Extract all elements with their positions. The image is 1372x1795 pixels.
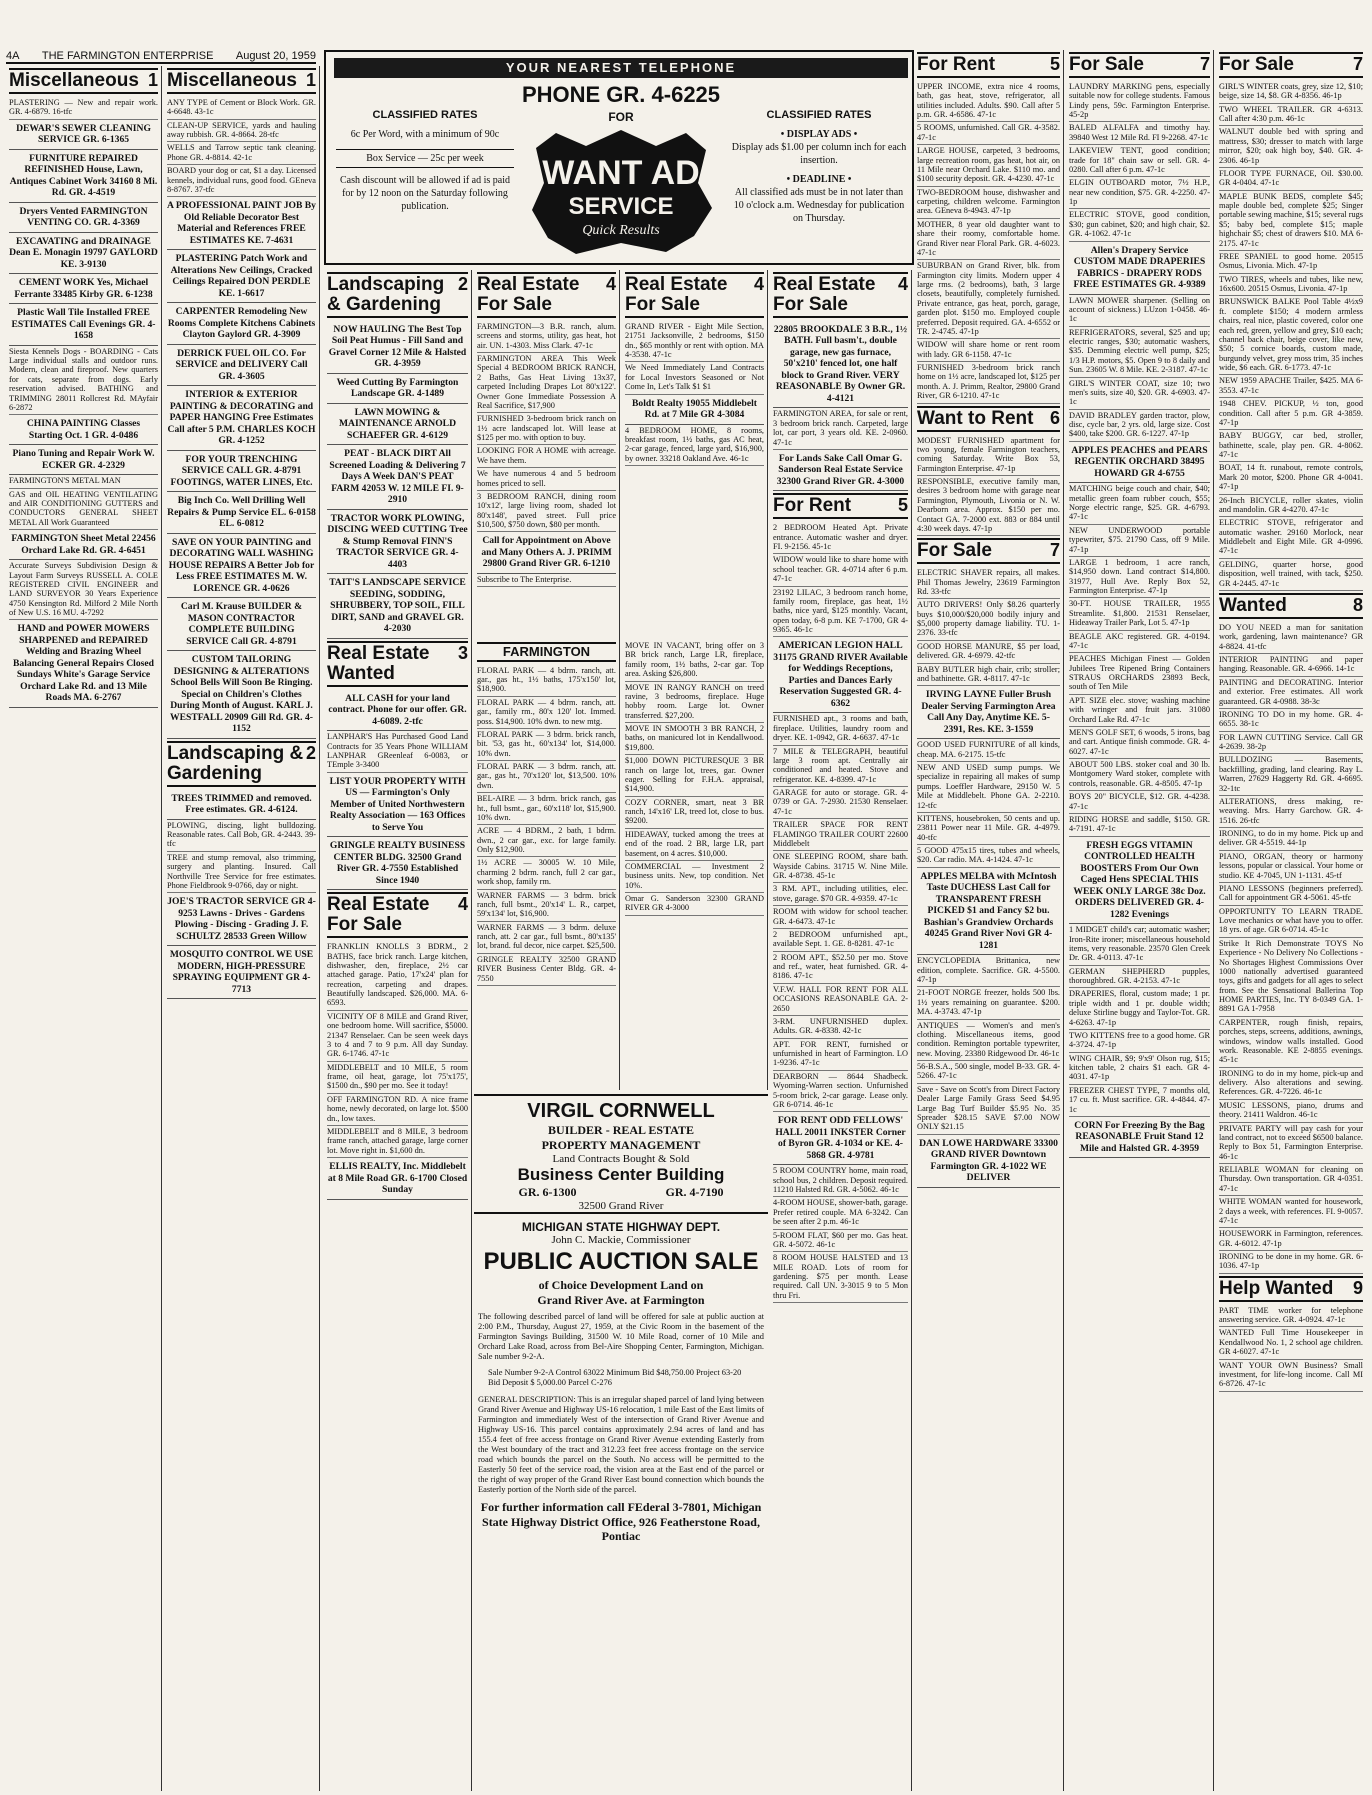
- move-in-listing: MOVE IN SMOOTH 3 BR RANCH, 2 baths, on manicured lot in Kendallwood. $19,800.: [625, 723, 764, 755]
- classified-ad: 2 BEDROOM Heated Apt. Private entrance. Automatic washer and dryer. FI. 9-2156. 45-1c: [773, 522, 908, 554]
- classified-ad: GERMAN SHEPHERD pupples, thoroughbred. GR. 4-2153. 47-1c: [1069, 966, 1210, 989]
- display-ad: Carl M. Krause BUILDER & MASON CONTRACTOR COMPLETE BUILDING SERVICE Call GR. 4-8791: [167, 598, 316, 651]
- display-ad: FOR YOUR TRENCHING SERVICE CALL GR. 4-8791 FOOTINGS, WATER LINES, Etc.: [167, 451, 316, 493]
- classified-ad: PIANO, ORGAN, theory or harmony lessons, popular or classical. Your home or studio. KE 4-7045, UN 1-1131. 45-tf: [1219, 851, 1363, 883]
- move-in-listing: COZY CORNER, smart, neat 3 BR ranch, 14'x16' LR, treed lot, close to bus. $9200.: [625, 797, 764, 829]
- classified-ad: TWO-BEDROOM house, dishwasher and carpeting, children welcome. Farmington area. GEneva 8-4943. 47-1p: [917, 187, 1060, 219]
- classified-ad: FURNISHED apt., 3 rooms and bath, fireplace. Utilities, laundry room and dryer. KE. 1-0942, GR. 4-6637. 47-1c: [773, 713, 908, 745]
- display-ad: DEWAR'S SEWER CLEANING SERVICE GR. 6-1365: [9, 120, 158, 150]
- display-ad: NOW HAULING The Best Top Soil Peat Humus - Fill Sand and Gravel Corner 12 Mile & Halsted GR. 4-3959: [327, 321, 468, 374]
- cornwell-phone: GR. 6-1300: [518, 1185, 577, 1199]
- cornwell-line: PROPERTY MANAGEMENT: [541, 1138, 701, 1152]
- classified-ad: FURNISHED 3-bedroom brick ranch on 1½ acre landscaped lot. Will lease at $125 per mo. with option to buy.: [477, 413, 616, 445]
- auction-commissioner: John C. Mackie, Commissioner: [551, 1234, 691, 1246]
- classified-ad: PAINTING and DECORATING. Interior and exterior. Free estimates. All work guaranteed. GR 4-0988. 38-3c: [1219, 677, 1363, 709]
- display-ad: APPLES MELBA with McIntosh Taste DUCHESS Last Call for TRANSPARENT FRESH PICKED $1 and Fancy $2 bu. Bashian's Grandview Orchards 40245 Grand River Novi GR 4-1281: [917, 868, 1060, 956]
- classified-ad: DEARBORN — 8644 Shadbeck. Wyoming-Warren section. Unfurnished 5-room brick, 2-car garage. Lease only. GR 6-0714. 46-1c: [773, 1071, 908, 1113]
- section-title: Landscaping & Gardening: [167, 742, 304, 784]
- auction-body: The following described parcel of land will be offered for sale at public auction at 2:00 P.M., Thursday, August 27, 1959, at the Civic Room in the basement of the Farmington Savings Building, 31500 W. 10 Mile Road, corner of 10 Mile and Orchard Lake Road, across from Bel-Aire Shopping Center, Farmington, Michigan. Sale number 9-2-A.: [478, 1312, 764, 1361]
- display-ad: LIST YOUR PROPERTY WITH US — Farmington's Only Member of United Northwestern Realty Association — 163 Offices to Serve You: [327, 773, 468, 838]
- nearest-telephone-bar: YOUR NEAREST TELEPHONE: [334, 58, 908, 78]
- classified-ad: INTERIOR PAINTING and paper hanging. Reasonable. GR. 4-6966. 14-1c: [1219, 654, 1363, 677]
- display-ad: CORN For Freezing By the Bag REASONABLE Fruit Stand 12 Mile and Halsted GR. 4-3959: [1069, 1117, 1210, 1159]
- column-farmington-listings: [474, 640, 620, 1090]
- classified-rates-left: CLASSIFIED RATES 6c Per Word, with a minimum of 90c Box Service — 25c per week Cash discount will be allowed if ad is paid for by 12 noon on the Saturday following publication.: [336, 108, 514, 213]
- display-ad: FOR RENT ODD FELLOWS' HALL 20011 INKSTER Corner of Byron GR. 4-1034 or KE. 4-5868 GR. 4-9781: [773, 1112, 908, 1165]
- page-number: 4A: [6, 50, 20, 62]
- classified-ad: We have numerous 4 and 5 bedroom homes priced to sell.: [477, 468, 616, 491]
- classified-ad: DRAPERIES, floral, custom made; 1 pr. triple width and 1 pr. double width; deluxe Stirline buggy and Taylor-Tot. GR. 4-6263. 47-1p: [1069, 988, 1210, 1030]
- classified-ad: GOOD HORSE MANURE, $5 per load, delivered. GR. 4-6979. 42-tfc: [917, 641, 1060, 664]
- classified-ad: APT. SIZE elec. stove; washing machine with wringer and fruit jars. 31080 Orchard Lake Rd. 47-1c: [1069, 695, 1210, 727]
- classified-ad: LAWN MOWER sharpener. (Selling on account of sickness.) LUzon 1-0458. 46-1c: [1069, 295, 1210, 327]
- classified-ad: WHITE WOMAN wanted for housework, 2 days a week, with references. FI. 9-0057. 47-1c: [1219, 1196, 1363, 1228]
- public-auction-ad: [474, 1218, 768, 1791]
- classified-ad: BRUNSWICK BALKE Pool Table 4½x9 ft. complete $150; 4 modern armless chairs, real nice, plastic covered, color one each red, green, yellow and grey, $10 each; channel back chair, beige cover, like new, $50; 5 cornice boards, custom made, burgundy velvet, grey moss trim, 35 inches wide, $6 each. GR. 6-1773. 47-1c: [1219, 296, 1363, 375]
- section-header: [1219, 1276, 1363, 1302]
- farmington-listing: WARNER FARMS — 3 bdrm. deluxe ranch, att. 2 car gar., full bsmt., 80'x135' lot, brand. ful decor, nice carpet. $25,500.: [477, 922, 616, 954]
- classified-ad: ROOM with widow for school teacher. GR. 4-6473. 47-1c: [773, 906, 908, 929]
- classified-ad: We Need Immediately Land Contracts for Local Investors Seasoned or Not Come In, Let's Talk $1 $1: [625, 362, 764, 394]
- classified-ad: Subscribe to The Enterprise.: [477, 574, 616, 587]
- classified-ad: 3-RM. UNFURNISHED duplex. Adults. GR. 4-8338. 42-1c: [773, 1016, 908, 1039]
- classified-ad: GOOD USED FURNITURE of all kinds, cheap. MA. 6-2175. 15-tfc: [917, 739, 1060, 762]
- classified-ad: NEW UNDERWOOD portable typewriter, $75. 21790 Cass, off 9 Mile. 47-1p: [1069, 525, 1210, 557]
- display-ad: ELLIS REALTY, Inc. Middlebelt at 8 Mile Road GR. 6-1700 Closed Sunday: [327, 1158, 468, 1200]
- section-number: 4: [897, 274, 908, 294]
- section-title: For Sale: [1069, 54, 1144, 75]
- classified-ad: MODEST FURNISHED apartment for two young, female Farmington teachers, coming Saturday. Write Box 53, Farmington Enterprise. 47-1p: [917, 435, 1060, 477]
- section-number: 1: [147, 70, 158, 90]
- display-ad: FARMINGTON Sheet Metal 22456 Orchard Lake Rd. GR. 4-6451: [9, 530, 158, 560]
- auction-description: GENERAL DESCRIPTION: This is an irregular shaped parcel of land lying between Grand River Avenue and Highway US-16 relocation, 1 mile East of the East limits of Farmington and immediately West of the intersection of Grand River Avenue and Highway US-16. This parcel contains approximately 2.94 acres of land and has 155.4 feet of free access frontage on Grand River Avenue extending Easterly from the West boundary of the tract and 312.23 feet free access frontage on the service road which bounds the parcel on the South. No access will be permitted to the Easterly 50 feet of the service road, the vision area at the East end of the parcel or the right of way proper of the Grand River East bound connection which bounds the Easterly portion of the North side of the parcel.: [478, 1395, 764, 1494]
- classified-ad: FARMINGTON'S METAL MAN: [9, 475, 158, 488]
- classified-ad: TWO WHEEL TRAILER. GR 4-6313. Call after 4:30 p.m. 46-1c: [1219, 104, 1363, 127]
- move-in-listing: Omar G. Sanderson 32300 GRAND RIVER GR 4-3000: [625, 893, 764, 916]
- classified-ad: AUTO DRIVERS! Only $8.26 quarterly buys $10,000/$20,000 bodily injury and $5,000 property damage liability. TU. 1-2376. 33-tfc: [917, 599, 1060, 641]
- display-ad: 22805 BROOKDALE 3 B.R., 1½ BATH. Full basm't., double garage, new gas furnace, 50'x210' fenced lot, one half block to Grand River. VERY REASONABLE By Owner GR. 4-4121: [773, 321, 908, 409]
- classified-ad: REFRIGERATORS, several, $25 and up; electric ranges, $30; automatic washers, $35. Demming electric well pump, $25; 1/3 H.P. motors, $5. Open 9 to 8 daily and Sun. 23605 W. 8 Mile. KE. 2-3187. 47-1c: [1069, 327, 1210, 378]
- display-ad: Weed Cutting By Farmington Landscape GR. 4-1489: [327, 374, 468, 404]
- cornwell-building: Business Center Building: [517, 1165, 725, 1184]
- section-title: Wanted: [1219, 594, 1287, 616]
- classified-ad: PART TIME worker for telephone answering service. GR. 4-0924. 47-1c: [1219, 1305, 1363, 1328]
- service-text: SERVICE: [568, 193, 674, 220]
- display-ad: PEAT - BLACK DIRT All Screened Loading & Delivering 7 Days A Week DAN'S PEAT FARM 42053 W. 12 MILE FI. 9-2910: [327, 445, 468, 510]
- classified-ad: TWO KITTENS free to a good home. GR 4-3724. 47-1p: [1069, 1030, 1210, 1053]
- classified-ad: WING CHAIR, $9; 9'x9' Olson rug, $15; kitchen table, 2 chairs $1 each. GR 4-4031. 47-1p: [1069, 1053, 1210, 1085]
- classified-ad: LARGE 1 bedroom, 1 acre ranch, $14,950 down. Land contract $14,800. 31977, Hull Ave. Reply Box 52, Farmington Enterprise. 47-1p: [1069, 557, 1210, 599]
- classified-ad: BOARD your dog or cat, $1 a day. Licensed kennels, individual runs, good food. GEneva 8-8767. 37-tfc: [167, 165, 316, 197]
- classified-ad: 5 ROOMS, unfurnished. Call GR. 4-3582. 47-1c: [917, 122, 1060, 145]
- classified-ad: FARMINGTON AREA This Week Special 4 BEDROOM BRICK RANCH, 2 Baths, Gas Heat Living 13x37, carpeted Including Drapes Lot 80'x122'. Owner Gone Immediate Possession A Real Sacrifice, $17,900: [477, 353, 616, 413]
- section-header: [1219, 593, 1363, 619]
- classified-ad: UPPER INCOME, extra nice 4 rooms, bath, gas heat, stove, refrigerator, all utilities included. Adults. $90. Call after 5 p.m. GR. 4-6586. 47-1c: [917, 81, 1060, 123]
- section-number: 4: [457, 894, 468, 915]
- classified-ad: ANY TYPE of Cement or Block Work. GR. 4-6648. 43-1c: [167, 97, 316, 120]
- classified-ad: ELECTRIC SHAVER repairs, all makes. Phil Thomas Jewelry, 23619 Farmington Rd. 33-tfc: [917, 567, 1060, 599]
- display-ad: APPLES PEACHES and PEARS REGENTIK ORCHARD 38495 HOWARD GR 4-6755: [1069, 442, 1210, 484]
- section-title: Miscellaneous: [167, 70, 297, 91]
- section-header: [917, 52, 1060, 78]
- display-ad: Call for Appointment on Above and Many Others A. J. PRIMM 29800 Grand River GR. 6-1210: [477, 532, 616, 574]
- cornwell-ad: [474, 1094, 768, 1214]
- classified-ad: ELGIN OUTBOARD motor, 7½ H.P., near new condition, $75. GR. 4-2250. 47-1p: [1069, 177, 1210, 209]
- column-real-estate-a: [474, 270, 620, 640]
- column-real-estate-b: [622, 270, 768, 640]
- auction-sale-details: Sale Number 9-2-A Control 63022 Minimum Bid $48,750.00 Project 63-20 Bid Deposit $ 5,000.00 Parcel C-276: [488, 1367, 742, 1388]
- classified-ad: LARGE HOUSE, carpeted, 3 bedrooms, large recreation room, gas heat, hot air, on 11 Mile near Orchard Lake. $110 mo. and $100 security deposit. GR. 4-4230. 47-1c: [917, 145, 1060, 187]
- classified-ad: GIRL'S WINTER COAT, size 10; two men's suits, size 40, $20. GR. 4-6903. 47-1c: [1069, 378, 1210, 410]
- classified-ad: 21-FOOT NORGE freezer, holds 500 lbs. 1½ years remaining on guarantee. $200. MA. 4-3743. 47-1p: [917, 987, 1060, 1019]
- classified-ad: BABY BUTLER high chair, crib; stroller; and bathinette. GR. 4-8117. 47-1c: [917, 664, 1060, 687]
- display-ad: IRVING LAYNE Fuller Brush Dealer Serving Farmington Area Call Any Day, Anytime KE. 5-2391, Res. KE. 3-1559: [917, 686, 1060, 739]
- classified-ad: MATCHING beige couch and chair, $40; metallic green foam rubber couch, $55; Norge electric range, $25. GR. 4-6793. 47-1c: [1069, 483, 1210, 525]
- classified-ad: MIDDLEBELT and 8 MILE, 3 bedroom frame ranch, attached garage, large corner lot. Move right in. $1,600 dn.: [327, 1126, 468, 1158]
- display-ad: Allen's Drapery Service CUSTOM MADE DRAPERIES FABRICS - DRAPERY RODS FREE ESTIMATES GR. 4-9389: [1069, 242, 1210, 295]
- classified-ad: GARAGE for auto or storage. GR. 4-0739 or GA. 7-2930. 21530 Renselaer. 47-1c: [773, 787, 908, 819]
- section-title: Real Estate For Sale: [327, 894, 430, 936]
- classified-ad: 3 RM. APT., including utilities, elec. stove, garage. $70 GR. 4-9359. 47-1c: [773, 883, 908, 906]
- banner-phone: PHONE GR. 4-6225: [521, 82, 721, 107]
- section-number: 4: [605, 274, 616, 294]
- classified-ad: NEW AND USED sump pumps. We specialize in repairing all makes of sump pumps. Loeffler Hardware, 29150 W. 5 Mile at Middlebelt. Phone GA. 2-2210. 12-tfc: [917, 762, 1060, 813]
- classified-ad: 2 ROOM APT., $52.50 per mo. Stove and ref., water, heat furnished. GR. 4-8186. 47-1c: [773, 952, 908, 984]
- section-title: For Rent: [773, 495, 852, 517]
- section-header: [327, 641, 468, 687]
- classified-ad: 5 GOOD 475x15 tires, tubes and wheels, $20. Car radio. MA. 4-1424. 47-1c: [917, 845, 1060, 868]
- display-ad: TAIT'S LANDSCAPE SERVICE SEEDING, SODDING, SHRUBBERY, TOP SOIL, FILL DIRT, SAND and GRAVEL GR. 4-2030: [327, 574, 468, 639]
- classified-ad: FOR LAWN CUTTING Service. Call GR 4-2639. 38-2p: [1219, 732, 1363, 755]
- classified-ad: Siesta Kennels Dogs - BOARDING - Cats Large individual stalls and outdoor runs. Modern, clean and fireproof. New quarters for cats, separate from dogs. Early reservation advised. BATHING and TRIMMING 28011 Rollcrest Rd. MAyfair 6-2872: [9, 346, 158, 416]
- section-title: Real Estate For Sale: [773, 274, 876, 315]
- paper-name: THE FARMINGTON ENTERPRISE: [41, 50, 214, 62]
- classified-ad: TREE and stump removal, also trimming, surgery and planting. Insured. Call Northville Tree Service for free estimates. Phone Fieldbrook 9-0766, day or night.: [167, 852, 316, 894]
- classified-ad: LAKEVIEW TENT, good condition; trade for 18" chain saw or sell. GR. 4-0280. Call after 6 p.m. 47-1c: [1069, 145, 1210, 177]
- classified-ad: 8 ROOM HOUSE HALSTED and 13 MILE ROAD. Lots of room for gardening. $75 per month. Lease required. Call UN. 3-3015 9 to 5 Mon thru Fri.: [773, 1252, 908, 1303]
- classified-ad: IRONING to be done in my home. GR. 6-1036. 47-1p: [1219, 1251, 1363, 1274]
- classified-ad: BOYS 20" BICYCLE, $12. GR. 4-4238. 47-1c: [1069, 791, 1210, 814]
- display-ad: A PROFESSIONAL PAINT JOB By Old Reliable Decorator Best Material and References FREE ESTIMATES KE. 7-4631: [167, 197, 316, 250]
- column-for-sale-a: [1066, 50, 1214, 1791]
- section-title: Help Wanted: [1219, 1277, 1334, 1299]
- newspaper-page: [6, 4, 1366, 1791]
- display-ad: Dryers Vented FARMINGTON VENTING CO. GR. 4-3369: [9, 203, 158, 233]
- display-ad: SAVE ON YOUR PAINTING and DECORATING WALL WASHING HOUSE REPAIRS A Better Job for Less FREE ESTIMATES M. W. LORENCE GR. 4-0626: [167, 534, 316, 599]
- section-title: Want to Rent: [917, 407, 1034, 429]
- classified-ad: MOTHER, 8 year old daughter want to share their roomy, comfortable home. Grand River near Floral Park. GR. 4-6023. 47-1c: [917, 219, 1060, 261]
- cornwell-phones: [474, 1185, 768, 1200]
- classified-ad: 1 MIDGET child's car; automatic washer; Iron-Rite ironer; miscellaneous household items, very reasonable. 23570 Glen Creek Dr. GR. 4-0113. 47-1c: [1069, 924, 1210, 966]
- move-in-listing: $1,000 DOWN PICTURESQUE 3 BR ranch on large lot, trees, gar. Owner eager. Selling for F.H.A. appraisal, $14,900.: [625, 755, 764, 797]
- farmington-header: FARMINGTON: [477, 642, 616, 662]
- quick-results-text: Quick Results: [582, 223, 660, 238]
- section-title: For Sale: [917, 540, 992, 562]
- classified-ad: RIDING HORSE and saddle, $150. GR. 4-7191. 47-1c: [1069, 814, 1210, 837]
- display-ad: HAND and POWER MOWERS SHARPENED and REPAIRED Welding and Brazing Wheel Balancing General Repairs Closed Sundays White's Garage Service Orchard Lake Rd. and 13 Mile Roads MA. 6-2767: [9, 620, 158, 708]
- section-number: 3: [457, 642, 468, 663]
- farmington-listing: FLORAL PARK — 3 bdrm. ranch, att. gar., gas ht., 70'x120' lot, $13,500. 10% dwn.: [477, 761, 616, 793]
- classified-ad: IRONING TO DO in my home. GR. 4-6655. 38-1c: [1219, 709, 1363, 732]
- classified-ad: 7 MILE & TELEGRAPH, beautiful large 3 room apt. Centrally air conditioned and heated. Stove and refrigerator. KE. 4-8399. 47-1c: [773, 746, 908, 788]
- column-move-in-listings: [622, 640, 768, 1090]
- section-number: 7: [1199, 54, 1210, 74]
- classified-ad: CLEAN-UP SERVICE, yards and hauling away rubbish. GR. 4-8664. 28-tfc: [167, 120, 316, 143]
- display-ad: TRACTOR WORK PLOWING, DISCING WEED CUTTING Tree & Stump Removal FINN'S TRACTOR SERVICE GR. 4-4403: [327, 510, 468, 575]
- column-for-rent: [914, 50, 1064, 1791]
- move-in-listing: COMMERCIAL — Investment 2 business units. New, top condition. Net 10%.: [625, 861, 764, 893]
- classified-ad: OPPORTUNITY TO LEARN TRADE. Love mechanics or what have you to offer. 18 yrs. of age. GR 6-0714. 45-1c: [1219, 906, 1363, 938]
- display-ad: TREES TRIMMED and removed. Free estimates. GR. 4-6124.: [167, 790, 316, 820]
- classified-ad: 26-Inch BICYCLE, roller skates, violin and mandolin. GR 4-4270. 47-1c: [1219, 495, 1363, 518]
- farmington-listing: FLORAL PARK — 3 bdrm. brick ranch, bit. '53, gas ht., 60'x134' lot, $14,000. 10% dwn.: [477, 729, 616, 761]
- classified-ad: FURNISHED 3-bedroom brick ranch home on 1½ acre, landscaped lot, $125 per month. A. J. Primm, Realtor, 29800 Grand River, GR 6-1210. 47-1c: [917, 362, 1060, 404]
- classified-ad: FARMINGTON AREA, for sale or rent, 3 bedroom brick ranch. Carpeted, large lot, car port, 3 years old. KE. 2-0960. 47-1c: [773, 408, 908, 450]
- section-number: 7: [1049, 540, 1060, 561]
- classified-ad: BALED ALFALFA and timothy hay. 39840 West 12 Mile Rd. FI 9-2268. 47-1c: [1069, 122, 1210, 145]
- classified-ad: RESPONSIBLE, executive family man, desires 3 bedroom home with garage near Farmington, Plymouth, Livonia or N. W. Dearborn area. Approx. $150 per mo. Contact GA. 7-2000 ext. 883 or 884 until 4:30 week days. 47-1p: [917, 476, 1060, 536]
- column-landscaping: [324, 270, 472, 1791]
- display-ad: FRESH EGGS VITAMIN CONTROLLED HEALTH BOOSTERS From Our Own Caged Hens SPECIAL THIS WEEK ONLY LARGE 38c Doz. ORDERS DELIVERED GR. 4-1282 Evenings: [1069, 837, 1210, 925]
- section-number: 6: [1049, 407, 1060, 428]
- classified-ad: LAUNDRY MARKING pens, especially suitable now for college students. Famous Lindy pens, 59c. Farmington Enterprise. 45-2p: [1069, 81, 1210, 123]
- classified-ad: ELECTRIC STOVE, good condition, $30; gun cabinet, $20; and high chair, $2. GR. 4-1062. 47-1c: [1069, 209, 1210, 241]
- section-title: Landscaping & Gardening: [327, 274, 445, 315]
- section-title: Real Estate Wanted: [327, 642, 430, 684]
- classified-ad: RELIABLE WOMAN for cleaning on Thursday. Own transportation. GR 4-0351. 47-1c: [1219, 1164, 1363, 1196]
- classified-ad: IRONING to do in my home, pick-up and delivery. Also alterations and sewing. References. GR. 4-7226. 46-1c: [1219, 1068, 1363, 1100]
- classified-ad: HOUSEWORK in Farmington, references. GR. 4-6012. 47-1p: [1219, 1228, 1363, 1251]
- classified-ad: FLOOR TYPE FURNACE, Oil. $30.00. GR 4-0404. 47-1c: [1219, 168, 1363, 191]
- classified-ad: MEN'S GOLF SET, 6 woods, 5 irons, bag and cart. Antique finish commode. GR. 4-6027. 47-1c: [1069, 727, 1210, 759]
- cornwell-line: Land Contracts Bought & Sold: [552, 1153, 690, 1165]
- display-ad: DERRICK FUEL OIL CO. For SERVICE and DELIVERY Call GR. 4-3605: [167, 345, 316, 387]
- section-header: [477, 272, 616, 318]
- move-in-listing: MOVE IN RANGY RANCH on treed ravine, 3 bedrooms, fireplace. Huge hobby room. Large lot. Owner transferred. $27,200.: [625, 682, 764, 724]
- classified-ad: 5-ROOM FLAT, $60 per mo. Gas heat. GR. 4-5072. 46-1c: [773, 1230, 908, 1253]
- classified-ad: GRAND RIVER - Eight Mile Section, 21751 Jacksonville, 2 bedrooms, $150 dn., $65 monthly or rent with option. MA 4-3538. 47-1c: [625, 321, 764, 363]
- display-ad: Piano Tuning and Repair Work W. ECKER GR. 4-2329: [9, 445, 158, 475]
- classified-ad: GAS and OIL HEATING VENTILATING and AIR CONDITIONING GUTTERS and CONDUCTORS GENERAL SHEET METAL All Work Guaranteed: [9, 489, 158, 531]
- classified-ad: PRIVATE PARTY will pay cash for your land contract, not to exceed $6500 balance. Reply to Box 51, Farmington Enterprise. 46-1c: [1219, 1123, 1363, 1165]
- farmington-listing: FLORAL PARK — 4 bdrm. ranch, att. gar., family rm., 80'x 120' lot. Immed. poss. $14,900. 10% dwn. to new mtg.: [477, 697, 616, 729]
- column-real-estate-c: [770, 270, 912, 1791]
- classified-ad: WIDOW will share home or rent room with lady. GR 6-1158. 47-1c: [917, 339, 1060, 362]
- section-number: 5: [1049, 54, 1060, 74]
- classified-ad: MUSIC LESSONS, piano, drums and theory. 21411 Waldron. 46-1c: [1219, 1100, 1363, 1123]
- display-ad: ALL CASH for your land contract. Phone for our offer. GR. 4-6089. 2-tfc: [327, 690, 468, 732]
- section-number: 2: [457, 274, 468, 294]
- classified-ad: FREE SPANIEL to good home. 20515 Osmus, Livonia. Mich. 47-1p: [1219, 251, 1363, 274]
- classified-ad: DAVID BRADLEY garden tractor, plow, disc, cycle bar, 2 yrs. old, large size. Cost $400, take $200. GR. 6-1227. 47-1p: [1069, 410, 1210, 442]
- column-miscellaneous-1: [6, 66, 162, 1791]
- classified-ad: WALNUT double bed with spring and mattress, $30; dresser to match with large mirror, $20; oak high boy, $40. GR. 4-2306. 46-1p: [1219, 126, 1363, 168]
- farmington-listing: 1½ ACRE — 30005 W. 10 Mile, charming 2 bdrm. ranch, full 2 car gar., work shop, family rm.: [477, 857, 616, 889]
- section-number: 2: [305, 742, 316, 763]
- section-header: [773, 493, 908, 519]
- classified-ad: Save - Save on Scott's from Direct Factory Dealer Large Family Grass Seed $4.95 Large Bag Turf Builder $5.95 No. 35 Spreader $28.15 SAVE $7.00 NOW ONLY $21.15: [917, 1084, 1060, 1135]
- want-ad-text: WANT AD: [542, 154, 700, 192]
- move-in-listing: MOVE IN VACANT, bring offer on 3 BR brick ranch, Large LR, fireplace, family room, 1½ baths, 2-car gar. Top area. Asking $26,800.: [625, 640, 764, 682]
- classified-ad: ALTERATIONS, dress making, re-weaving. Mrs. Harry Garchow. GR. 4-1516. 26-tfc: [1219, 796, 1363, 828]
- section-header: [327, 892, 468, 938]
- masthead: [6, 50, 316, 64]
- section-number: 9: [1352, 1277, 1363, 1298]
- want-ad-service-logo: [526, 128, 716, 258]
- cornwell-address: 32500 Grand River: [578, 1200, 664, 1212]
- farmington-listing: GRINGLE REALTY 32500 GRAND RIVER Business Center Bldg. GR. 4-7550: [477, 954, 616, 986]
- column-for-sale-b: [1216, 50, 1366, 1791]
- classified-ad: LANPHAR'S Has Purchased Good Land Contracts for 35 Years Phone WILLIAM LANPHAR GReenleaf 6-0083, or TEmple 3-3400: [327, 731, 468, 773]
- display-ad: CUSTOM TAILORING DESIGNING & ALTERATIONS School Bells Will Soon Be Ringing. Special on Children's Clothes During Month of August. KARL J. WESTFALL 20909 Gill Rd. GR. 4-1152: [167, 651, 316, 739]
- auction-dept: MICHIGAN STATE HIGHWAY DEPT.: [521, 1220, 721, 1234]
- auction-info: For further information call FEderal 3-7801, Michigan State Highway District Office, 926 Featherstone Road, Pontiac: [480, 1500, 762, 1544]
- classified-ad: MAPLE BUNK BEDS, complete $45; maple double bed, complete $25; Singer portable sewing machine, $15; several rugs $5; baby bed, complete $15; maple highchair $5; chest of drawers $10. MA 6-2175. 47-1c: [1219, 191, 1363, 251]
- farmington-listing: ACRE — 4 BDRM., 2 bath, 1 bdrm. dwn., 2 car gar., exc. for large family. Only $12,900.: [477, 825, 616, 857]
- classified-ad: PLOWING, discing, light bulldozing. Reasonable rates. Call Bob, GR. 4-2443. 39-tfc: [167, 820, 316, 852]
- classified-ad: ELECTRIC STOVE, refrigerator and automatic washer. 29160 Morlock, near Middlebelt and Eight Mile. GR 4-0996. 47-1c: [1219, 517, 1363, 559]
- classified-ad: 1948 CHEV. PICKUP, ½ ton, good condition. Call after 5 p.m. GR 4-3859. 47-1p: [1219, 398, 1363, 430]
- cornwell-line: BUILDER - REAL ESTATE: [548, 1123, 694, 1137]
- section-title: Real Estate For Sale: [477, 274, 580, 315]
- classified-ad: VICINITY OF 8 MILE and Grand River, one bedroom home. Will sacrifice, $5000. 21347 Renselaer. Can be seen week days 3 to 4 and 7 to 9 p.m. All day Sunday. GR. 6-1746. 47-1c: [327, 1011, 468, 1062]
- section-title: For Rent: [917, 54, 996, 75]
- farmington-listing: BEL-AIRE — 3 bdrm. brick ranch, gas ht., full bsmt., gar., 60'x118' lot, $15,900. 10% dwn.: [477, 793, 616, 825]
- display-ad: MOSQUITO CONTROL WE USE MODERN, HIGH-PRESSURE SPRAYING EQUIPMENT GR 4-7713: [167, 946, 316, 999]
- classified-ad: 56-B.S.A., 500 single, model B-33. GR. 4-5266. 47-1c: [917, 1061, 1060, 1084]
- section-title: Real Estate For Sale: [625, 274, 728, 315]
- classified-ad: LOOKING FOR A HOME with acreage. We have them.: [477, 445, 616, 468]
- classified-ad: ABOUT 500 LBS. stoker coal and 30 lb. Montgomery Ward stoker, complete with controls, reasonable. GR. 4-8505. 47-1p: [1069, 759, 1210, 791]
- section-number: 5: [897, 495, 908, 516]
- want-ad-banner: [324, 50, 914, 265]
- classified-ad: CARPENTER, rough finish, repairs, porches, steps, screens, additions, awnings, windows, window walls installed. Good work. Reasonable. KE 2-8855 evenings. 45-1c: [1219, 1017, 1363, 1068]
- classified-ad: WANT YOUR OWN Business? Small investment, for life-long income. Call MI 6-8726. 47-1c: [1219, 1360, 1363, 1392]
- classified-ad: KITTENS, housebroken, 50 cents and up. 23811 Power near 11 Mile. GR. 4-4979. 40-tfc: [917, 813, 1060, 845]
- display-ad: Big Inch Co. Well Drilling Well Repairs & Pump Service EL. 6-0158 EL. 6-0812: [167, 492, 316, 534]
- classified-ad: Strike It Rich Demonstrate TOYS No Experience - No Delivery No Collections - No Shortages Highest Commissions Over 1000 nationally advertised guaranteed toys, gifts and gadgets for all ages to select from. See the Sensational Ballerina Top HOME PARTIES, Inc. TY 8-0349 GA. 1-8891 GA 1-7958: [1219, 938, 1363, 1017]
- classified-ad: DO YOU NEED a man for sanitation work, gardening, lawn maintenance? GR 4-8824. 41-tfc: [1219, 622, 1363, 654]
- classified-ad: MIDDLEBELT and 10 MILE, 5 room frame, oil heat, garage, lot 75'x175', $1500 dn., $90 per mo. See it today!: [327, 1062, 468, 1094]
- cornwell-phone: GR. 4-7190: [665, 1185, 724, 1199]
- classified-ad: BOAT, 14 ft. runabout, remote controls, Mark 20 motor, $200. Phone GR 4-0041. 47-1p: [1219, 462, 1363, 494]
- classified-ad: GIRL'S WINTER coats, grey, size 12, $10; beige, size 14, $8. GR 4-8356. 46-1p: [1219, 81, 1363, 104]
- classified-ad: IRONING, to do in my home. Pick up and deliver. GR 4-5519. 44-1p: [1219, 828, 1363, 851]
- farmington-listing: WARNER FARMS — 3 bdrm. brick ranch, full bsmt., 20'x14' L. R., carpet, 59'x134' lot, $16,900.: [477, 890, 616, 922]
- display-ad: GRINGLE REALTY BUSINESS CENTER BLDG. 32500 Grand River GR. 4-7550 Established Since 1940: [327, 837, 468, 890]
- display-ad: Boldt Realty 19055 Middlebelt Rd. at 7 Mile GR 4-3084: [625, 395, 764, 425]
- classified-ad: TWO TIRES, wheels and tubes, like new, 16x600. 20515 Osmus, Livonia. 47-1p: [1219, 274, 1363, 297]
- classified-ad: ONE SLEEPING ROOM, share bath. Wayside Cabins. 31715 W. Nine Mile. GR. 4-8738. 45-1c: [773, 851, 908, 883]
- section-number: 7: [1352, 54, 1363, 74]
- classified-ad: ENCYCLOPEDIA Brittanica, new edition, complete. Sacrifice. GR. 4-5500. 47-1p: [917, 955, 1060, 987]
- section-number: 1: [305, 70, 316, 90]
- auction-sub: of Choice Development Land on: [538, 1278, 704, 1292]
- classified-ad: 23192 LILAC, 3 bedroom ranch home, family room, fireplace, gas heat, 1½ baths, nice yard, $125 monthly. Vacant, open today, 6-8 p.m. KE 7-1700, GR 4-9365. 46-1c: [773, 587, 908, 638]
- classified-ad: BEAGLE AKC registered. GR. 4-0194. 47-1c: [1069, 631, 1210, 654]
- classified-ad: 4 BEDROOM HOME, 8 rooms, breakfast room, 1½ baths, gas AC heat, 2-car garage, fenced, large yard, $16,900, by owner. 33218 Oakland Ave. 46-1c: [625, 425, 764, 467]
- display-ad: For Lands Sake Call Omar G. Sanderson Real Estate Service 32300 Grand River GR. 4-3000: [773, 450, 908, 492]
- banner-for: FOR: [608, 110, 634, 124]
- classified-ad: FREEZER CHEST TYPE, 7 months old, 17 cu. ft. Must sacrifice. GR. 4-4844. 47-1c: [1069, 1085, 1210, 1117]
- classified-ad: NEW 1959 APACHE Trailer, $425. MA 6-3553. 47-1c: [1219, 375, 1363, 398]
- classified-ad: 30-FT. HOUSE TRAILER, 1955 Streamlite. $1,800. 21531 Renselaer, Hideaway Trailer Park, Lot 5. 47-1p: [1069, 598, 1210, 630]
- display-ad: DAN LOWE HARDWARE 33300 GRAND RIVER Downtown Farmington GR. 4-1022 WE DELIVER: [917, 1135, 1060, 1188]
- auction-title: PUBLIC AUCTION SALE: [483, 1248, 759, 1275]
- classified-ad: SUBURBAN on Grand River, blk. from Farmington city limits. Modern upper 4 large rms. (2 bedrooms), bath, 3 large closets, beautifully, completely furnished. Private entrance, gas heat, porch, garage, garden plot. $150 mo. Employed couple preferred. Deposit required. GA. 4-6552 or TR. 2-4745. 47-1p: [917, 260, 1060, 339]
- classified-ad: PEACHES Michigan Finest — Golden Jubilees Tree Ripened Bring Containers STRAUS ORCHARDS 23893 Beck, south of Ten Mile: [1069, 653, 1210, 695]
- section-header: [917, 406, 1060, 432]
- classified-ad: TRAILER SPACE FOR RENT FLAMINGO TRAILER COURT 22600 Middlebelt: [773, 819, 908, 851]
- classified-ad: FARMINGTON—3 B.R. ranch, alum. screens and storms, utility, gas heat, hot air. UN. 1-4303. Miss Clark. 47-1c: [477, 321, 616, 353]
- section-number: 4: [753, 274, 764, 294]
- classified-ad: ANTIQUES — Women's and men's clothing. Miscellaneous items, good condition. Remington portable typewriter, new. Moving. 23380 Ridgewood Dr. 46-1c: [917, 1020, 1060, 1062]
- display-ad: INTERIOR & EXTERIOR PAINTING & DECORATING and PAPER HANGING Free Estimates Call after 5 P.M. CHARLES KOCH GR. 4-1252: [167, 386, 316, 451]
- classified-ad: OFF FARMINGTON RD. A nice frame home, newly decorated, on large lot. $500 dn., low taxes.: [327, 1094, 468, 1126]
- section-header: [167, 68, 316, 94]
- classified-ad: PIANO LESSONS (beginners preferred). Call for appointment GR 4-5061. 45-tfc: [1219, 883, 1363, 906]
- section-header: [625, 272, 764, 318]
- display-ad: CEMENT WORK Yes, Michael Ferrante 33485 Kirby GR. 6-1238: [9, 274, 158, 304]
- section-header: [1069, 52, 1210, 78]
- classified-ad: WIDOW would like to share home with school teacher. GR. 4-0714 after 6 p.m. 47-1c: [773, 554, 908, 586]
- display-ad: CHINA PAINTING Classes Starting Oct. 1 GR. 4-0486: [9, 415, 158, 445]
- section-number: 8: [1352, 594, 1363, 615]
- classified-ad: FRANKLIN KNOLLS 3 BDRM., 2 BATHS, face brick ranch. Large kitchen, dishwasher, den, fireplace, 2½ car attached garage. Patio, 17'x24' plan for recreation, carpeting and drapes. Beautifully landscaped. $26,000. MA. 6-6593.: [327, 941, 468, 1011]
- classified-ad: PLASTERING — New and repair work. GR. 4-6879. 16-tfc: [9, 97, 158, 120]
- cornwell-title: VIRGIL CORNWELL: [527, 1100, 715, 1122]
- classified-ad: 4-ROOM HOUSE, shower-bath, garage. Prefer retired couple. MA 6-3242. Can be seen after 2 p.m. 46-1c: [773, 1197, 908, 1229]
- section-header: [167, 741, 316, 787]
- classified-ad: WELLS and Tarrow septic tank cleaning. Phone GR. 4-8814. 42-1c: [167, 142, 316, 165]
- column-miscellaneous-2: [164, 66, 320, 1791]
- classified-ad: GELDING, quarter horse, good disposition, well trained, with tack, $250. GR 4-2445. 47-1c: [1219, 559, 1363, 591]
- section-title: Miscellaneous: [9, 70, 139, 91]
- classified-ad: BABY BUGGY, car bed, stroller, bathinette, scale, play pen. GR. 4-8062. 47-1c: [1219, 430, 1363, 462]
- farmington-listing: FLORAL PARK — 4 bdrm. ranch, att. gar., gas ht., 1½ baths, 175'x150' lot, $18,900.: [477, 665, 616, 697]
- classified-ad: 2 BEDROOM unfurnished apt., available Sept. 1. GE. 8-8281. 47-1c: [773, 929, 908, 952]
- auction-sub: Grand River Ave. at Farmington: [537, 1293, 705, 1307]
- display-ad: Plastic Wall Tile Installed FREE ESTIMATES Call Evenings GR. 4-1658: [9, 304, 158, 346]
- issue-date: August 20, 1959: [235, 50, 316, 62]
- move-in-listing: HIDEAWAY, tucked among the trees at end of the road. 2 BR, large LR, part basement, on 4 acres. $10,000.: [625, 829, 764, 861]
- section-header: [917, 538, 1060, 564]
- display-ad: JOE'S TRACTOR SERVICE GR 4-9253 Lawns - Drives - Gardens Plowing - Discing - Grading J. F. SCHULTZ 28533 Green Willow: [167, 893, 316, 946]
- display-ad: AMERICAN LEGION HALL 31175 GRAND RIVER Available for Weddings Receptions, Parties and Dances Early Reservation Suggested GR. 4-6362: [773, 637, 908, 713]
- display-ad: LAWN MOWING & MAINTENANCE ARNOLD SCHAEFER GR. 4-6129: [327, 404, 468, 446]
- display-ad: EXCAVATING and DRAINAGE Dean E. Monagin 19797 GAYLORD KE. 3-9130: [9, 233, 158, 275]
- display-ad: CARPENTER Remodeling New Rooms Complete Kitchens Cabinets Clayton Gaylord GR. 4-3909: [167, 303, 316, 345]
- section-header: [327, 272, 468, 318]
- classified-rates-right: CLASSIFIED RATES • DISPLAY ADS • Display ads $1.00 per column inch for each insertion. • DEADLINE • All classified ads must be in not later than 10 o'clock a.m. Wednesday for publication on Thursday.: [731, 109, 907, 225]
- classified-ad: WANTED Full Time Housekeeper in Kendallwood No. 1, 2 school age children. GR 4-6027. 47-1c: [1219, 1327, 1363, 1359]
- section-header: [773, 272, 908, 318]
- classified-ad: 5 ROOM COUNTRY home, main road, school bus, 2 children. Deposit required. 11210 Halsted Rd. GR. 4-5062. 46-1c: [773, 1165, 908, 1197]
- section-header: [9, 68, 158, 94]
- section-title: For Sale: [1219, 54, 1294, 75]
- display-ad: FURNITURE REPAIRED REFINISHED House, Lawn, Antiques Cabinet Work 34160 8 Mi. Rd. GR. 4-4519: [9, 150, 158, 203]
- display-ad: PLASTERING Patch Work and Alterations New Ceilings, Cracked Ceilings Repaired DON PERDLE KE. 1-6617: [167, 250, 316, 303]
- classified-ad: 3 BEDROOM RANCH, dining room 10'x12', large living room, shaded lot 80'x148', paved street. Full price $10,500, $750 down, $80 per month.: [477, 491, 616, 533]
- section-header: [1219, 52, 1363, 78]
- classified-ad: BULLDOZING — Basements, backfilling, grading, land clearing. Ray L. Warren, 27629 Haggerty Rd. GR. 4-6695. 32-1tc: [1219, 754, 1363, 796]
- classified-ad: Accurate Surveys Subdivision Design & Layout Farm Surveys RUSSELL A. COLE REGISTERED CIVIL ENGINEER and LAND SURVEYOR 30 Years Experience 4750 Kensington Rd. Milford 2 Mile North of New U.S. 16 MU. 4-7292: [9, 560, 158, 620]
- classified-ad: V.F.W. HALL FOR RENT FOR ALL OCCASIONS REASONABLE GA. 2-2650: [773, 984, 908, 1016]
- classified-ad: APT. FOR RENT, furnished or unfurnished in heart of Farmington. LO 1-9236. 47-1c: [773, 1039, 908, 1071]
